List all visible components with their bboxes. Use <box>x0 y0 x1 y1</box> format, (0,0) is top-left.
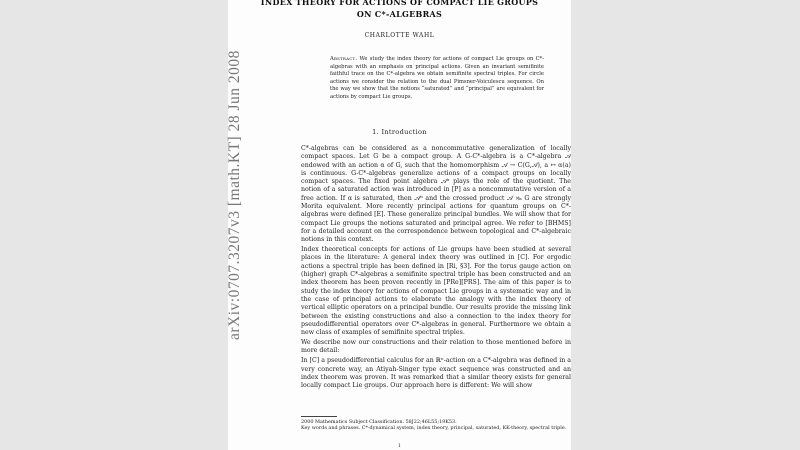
footnote-divider <box>301 416 337 417</box>
footnote-classification: 2000 Mathematics Subject Classification. 58J22;46L55;19K53. <box>301 419 457 425</box>
title-line-1: INDEX THEORY FOR ACTIONS OF COMPACT LIE GROUPS <box>260 0 539 7</box>
paragraph: We describe now our constructions and their relation to those mentioned before in more detail: <box>301 339 571 355</box>
abstract <box>330 56 544 102</box>
left-background <box>0 0 228 450</box>
paragraph: C*-algebras can be considered as a noncommutative generalization of locally compact spaces. Let G be a compact group. A G-C*-algebra is a C*-algebra 𝒜 endowed with an action α of G, such that the homomorphism 𝒜 → C(G,𝒜), a ↦ α(a) is continuous. G-C*-algebras generalize actions of a compact groups on locally compact spaces. The fixed point algebra 𝒜ᵅ plays the role of the quotient. The notion of a saturated action was introduced in [P] as a noncommutative version of a free action. If α is saturated, then 𝒜ᵅ and the crossed product 𝒜 ⋊ₐ G are strongly Morita equivalent. More recently principal actions for quantum groups on C*-algebras were defined [E]. These generalize principal bundles. We will show that for compact Lie groups the notions saturated and principal agree. We refer to [BHMS] for a detailed account on the correspondence between topological and C*-algebraic notions in this context. <box>301 145 571 244</box>
section-heading: 1. Introduction <box>372 128 427 136</box>
author-name: CHARLOTTE WAHL <box>364 32 435 39</box>
paragraph: In [C] a pseudodifferential calculus for an ℝⁿ-action on a C*-algebra was defined in a very concrete way, an Atiyah-Singer type exact sequence was constructed and an index theorem was proven. It was remarked that a similar theory exists for general locally compact Lie groups. Our approach here is different: We will show <box>301 357 571 390</box>
footnotes <box>301 419 571 432</box>
right-background <box>571 0 800 450</box>
footnote-keywords: Key words and phrases. C*-dynamical system, index theory, principal, saturated, KK-theory, spectral triple. <box>301 425 567 432</box>
abstract-label: Abstract. <box>330 56 358 62</box>
page-number: 1 <box>397 443 402 449</box>
paragraph: Index theoretical concepts for actions of Lie groups have been studied at several places in the literature: A general index theory was outlined in [C]. For ergodic actions a spectral triple has been defined in [Ri, §3]. For the torus gauge action on (higher) graph C*-algebras a semifinite spectral triple has been constructed and an index theorem has been proven recently in [PRe][PRS]. The aim of this paper is to study the index theory for actions of compact Lie groups in a systematic way and in the case of principal actions to elaborate the analogy with the index theory of vertical elliptic operators on a principal bundle. Our results provide the missing link between the existing constructions and also a connection to the index theory for pseudodifferential operators over C*-algebras in general. Furthermore we obtain a new class of examples of semifinite spectral triples. <box>301 246 571 337</box>
paper-title <box>228 0 571 20</box>
arxiv-identifier: arXiv:0707.3207v3 [math.KT] 28 Jun 2008 <box>226 50 243 340</box>
title-line-2: ON C*-ALGEBRAS <box>356 9 443 19</box>
body-text <box>301 145 571 392</box>
abstract-text: We study the index theory for actions of compact Lie groups on C*-algebras with an emphasis on principal actions. Given an invariant semifinite faithful trace on the C*-algebra we obtain semifinite spectral triples. For circle actions we consider the relation to the dual Pimsner-Voiculescu sequence. On the way we show that the notions “saturated” and “principal” are equivalent for actions by compact Lie groups. <box>330 56 545 100</box>
paper-page <box>228 0 571 450</box>
